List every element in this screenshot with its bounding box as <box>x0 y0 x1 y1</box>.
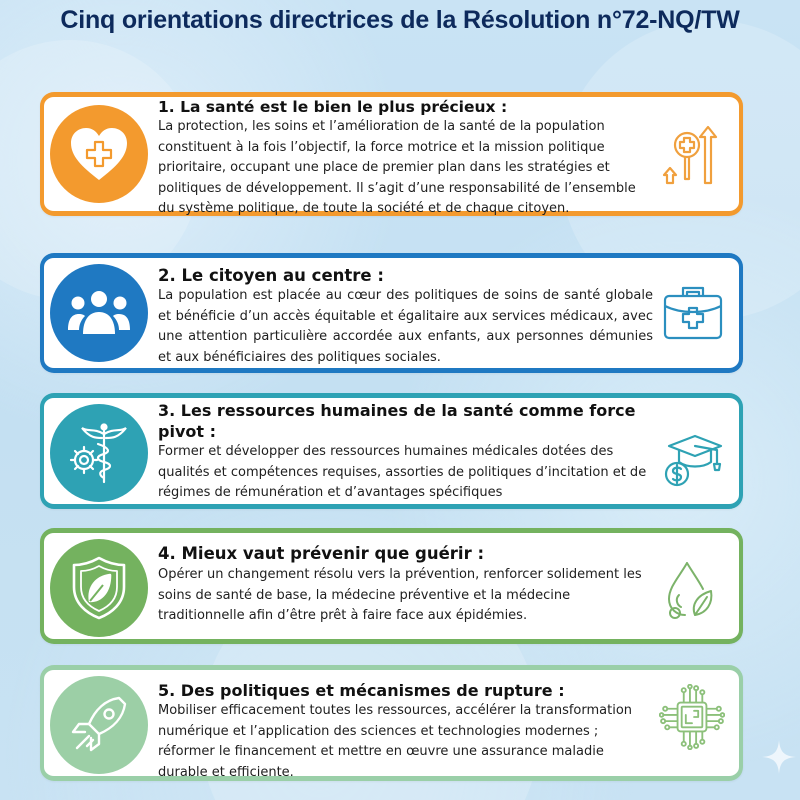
heart-cross-icon <box>69 126 129 182</box>
card-3-heading: 3. Les ressources humaines de la santé comme force pivot : <box>158 401 636 441</box>
card-4-icon-circle <box>50 539 148 637</box>
card-2-icon-circle <box>50 264 148 362</box>
card-3-body: Former et développer des ressources humaines médicales dotées des qualités et compétences requises, assorties de politiques d’incitation et de régimes de rémunération et d’avantages spécifiques <box>158 444 647 500</box>
caduceus-gear-icon <box>66 420 132 486</box>
people-group-icon <box>67 290 131 336</box>
orientation-card-2 <box>40 253 743 373</box>
medical-briefcase-icon <box>661 282 725 346</box>
shield-leaf-icon <box>70 555 128 621</box>
sparkle-icon <box>762 740 796 774</box>
card-5-content <box>158 680 653 783</box>
orientation-card-1 <box>40 92 743 216</box>
orientation-card-4 <box>40 528 743 644</box>
health-growth-icon <box>661 123 725 187</box>
graduation-cap-dollar-icon <box>661 428 725 492</box>
card-1-body: La protection, les soins et l’amélioration de la santé de la population constituent à la fois l’objectif, la force motrice et la mission politique prioritaire, occupant une place de premier plan dans les stratégies et politiques de développement. Il s’agit d’une responsabilité de l’ensemble du système politique, de toute la société et de chaque citoyen. <box>158 119 636 216</box>
card-5-icon-circle <box>50 676 148 774</box>
card-2-heading: 2. Le citoyen au centre : <box>158 266 384 285</box>
drop-leaf-icon <box>661 559 725 623</box>
card-1-heading: 1. La santé est le bien le plus précieux : <box>158 98 508 116</box>
card-4-body: Opérer un changement résolu vers la prévention, renforcer solidement les soins de santé de base, la médecine préventive et la médecine traditionnelle afin d’être prêt à faire face aux épidémies. <box>158 567 642 623</box>
card-5-body: Mobiliser efficacement toutes les ressources, accélérer la transformation numérique et l’application des sciences et technologies modernes ; réformer le financement et mettre en œuvre une assurance maladie durable et efficiente. <box>158 703 633 780</box>
card-5-heading: 5. Des politiques et mécanismes de rupture : <box>158 681 565 700</box>
orientation-card-5 <box>40 665 743 781</box>
microchip-icon <box>659 684 725 750</box>
orientation-card-3 <box>40 393 743 509</box>
card-4-content <box>158 543 653 627</box>
card-1-icon-circle <box>50 105 148 203</box>
card-2-content <box>158 266 653 368</box>
card-3-icon-circle <box>50 404 148 502</box>
card-1-content <box>158 97 653 220</box>
card-4-heading: 4. Mieux vaut prévenir que guérir : <box>158 544 485 563</box>
card-2-body: La population est placée au cœur des politiques de soins de santé globale et bénéficie d’un accès équitable et égalitaire aux services médicaux, avec une attention particulière accordée aux enfants, aux personnes démunies et aux bénéficiaires des politiques sociales. <box>158 288 653 365</box>
rocket-icon <box>69 694 129 756</box>
card-3-content <box>158 400 653 504</box>
page-title: Cinq orientations directrices de la Résolution n°72-NQ/TW <box>60 6 740 34</box>
